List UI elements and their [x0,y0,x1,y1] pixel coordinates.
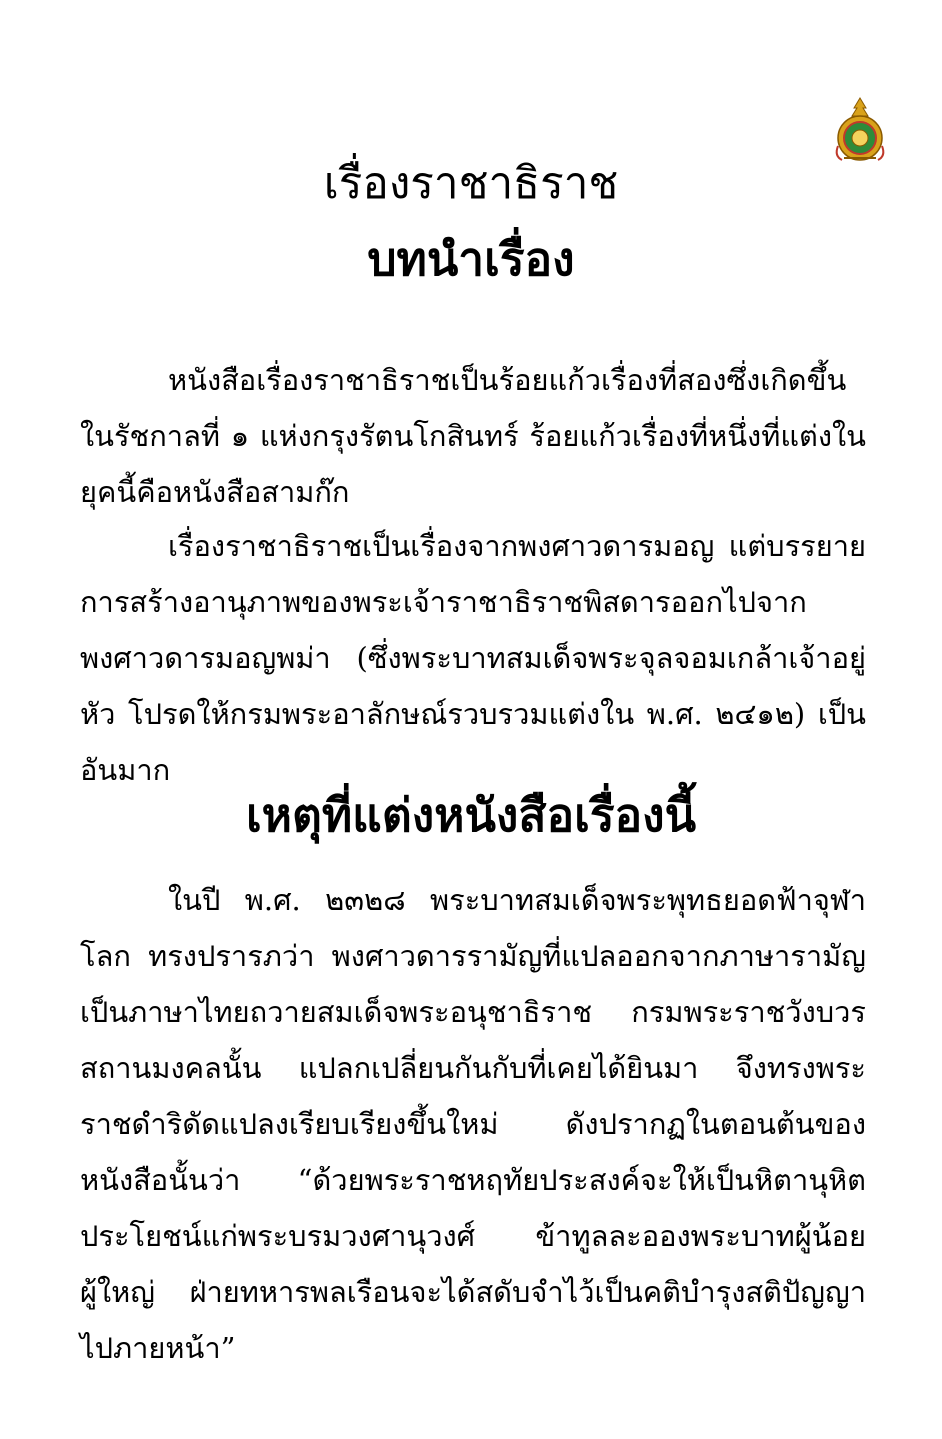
intro-paragraph-1: หนังสือเรื่องราชาธิราชเป็นร้อยแก้วเรื่องที่สองซึ่งเกิดขึ้นในรัชกาลที่ ๑ แห่งกรุงรัตนโกสินทร์ ร้อยแก้วเรื่องที่หนึ่งที่แต่งในยุคนี้คือหนังสือสามก๊ก [80,363,866,509]
intro-paragraph-2: เรื่องราชาธิราชเป็นเรื่องจากพงศาวดารมอญ แต่บรรยายการสร้างอานุภาพของพระเจ้าราชาธิราชพิสดารออกไปจากพงศาวดารมอญพม่า (ซึ่งพระบาทสมเด็จพระจุลจอมเกล้าเจ้าอยู่หัว โปรดให้กรมพระอาลักษณ์รวบรวมแต่งใน พ.ศ. ๒๔๑๒) เป็นอันมาก [80,529,866,787]
section-heading: เหตุที่แต่งหนังสือเรื่องนี้ [245,788,697,842]
document-subtitle: บทนำเรื่อง [367,232,575,286]
document-title: เรื่องราชาธิราช [323,158,619,209]
section-paragraph-1: ในปี พ.ศ. ๒๓๒๘ พระบาทสมเด็จพระพุทธยอดฟ้าจุฬาโลก ทรงปรารภว่า พงศาวดารรามัญที่แปลออกจากภาษารามัญเป็นภาษาไทยถวายสมเด็จพระอนุชาธิราช กรมพระราชวังบวรสถานมงคลนั้น แปลกเปลี่ยนกันกับที่เคยได้ยินมา จึงทรงพระราชดำริดัดแปลงเรียบเรียงขึ้นใหม่ ดังปรากฏในตอนต้นของหนังสือนั้นว่า “ด้วยพระราชหฤทัยประสงค์จะให้เป็นหิตานุหิตประโยชน์แก่พระบรมวงศานุวงศ์ ข้าทูลละอองพระบาทผู้น้อยผู้ใหญ่ ฝ่ายทหารพลเรือนจะได้สดับจำไว้เป็นคติบำรุงสติปัญญาไปภายหน้า” [80,883,866,1365]
